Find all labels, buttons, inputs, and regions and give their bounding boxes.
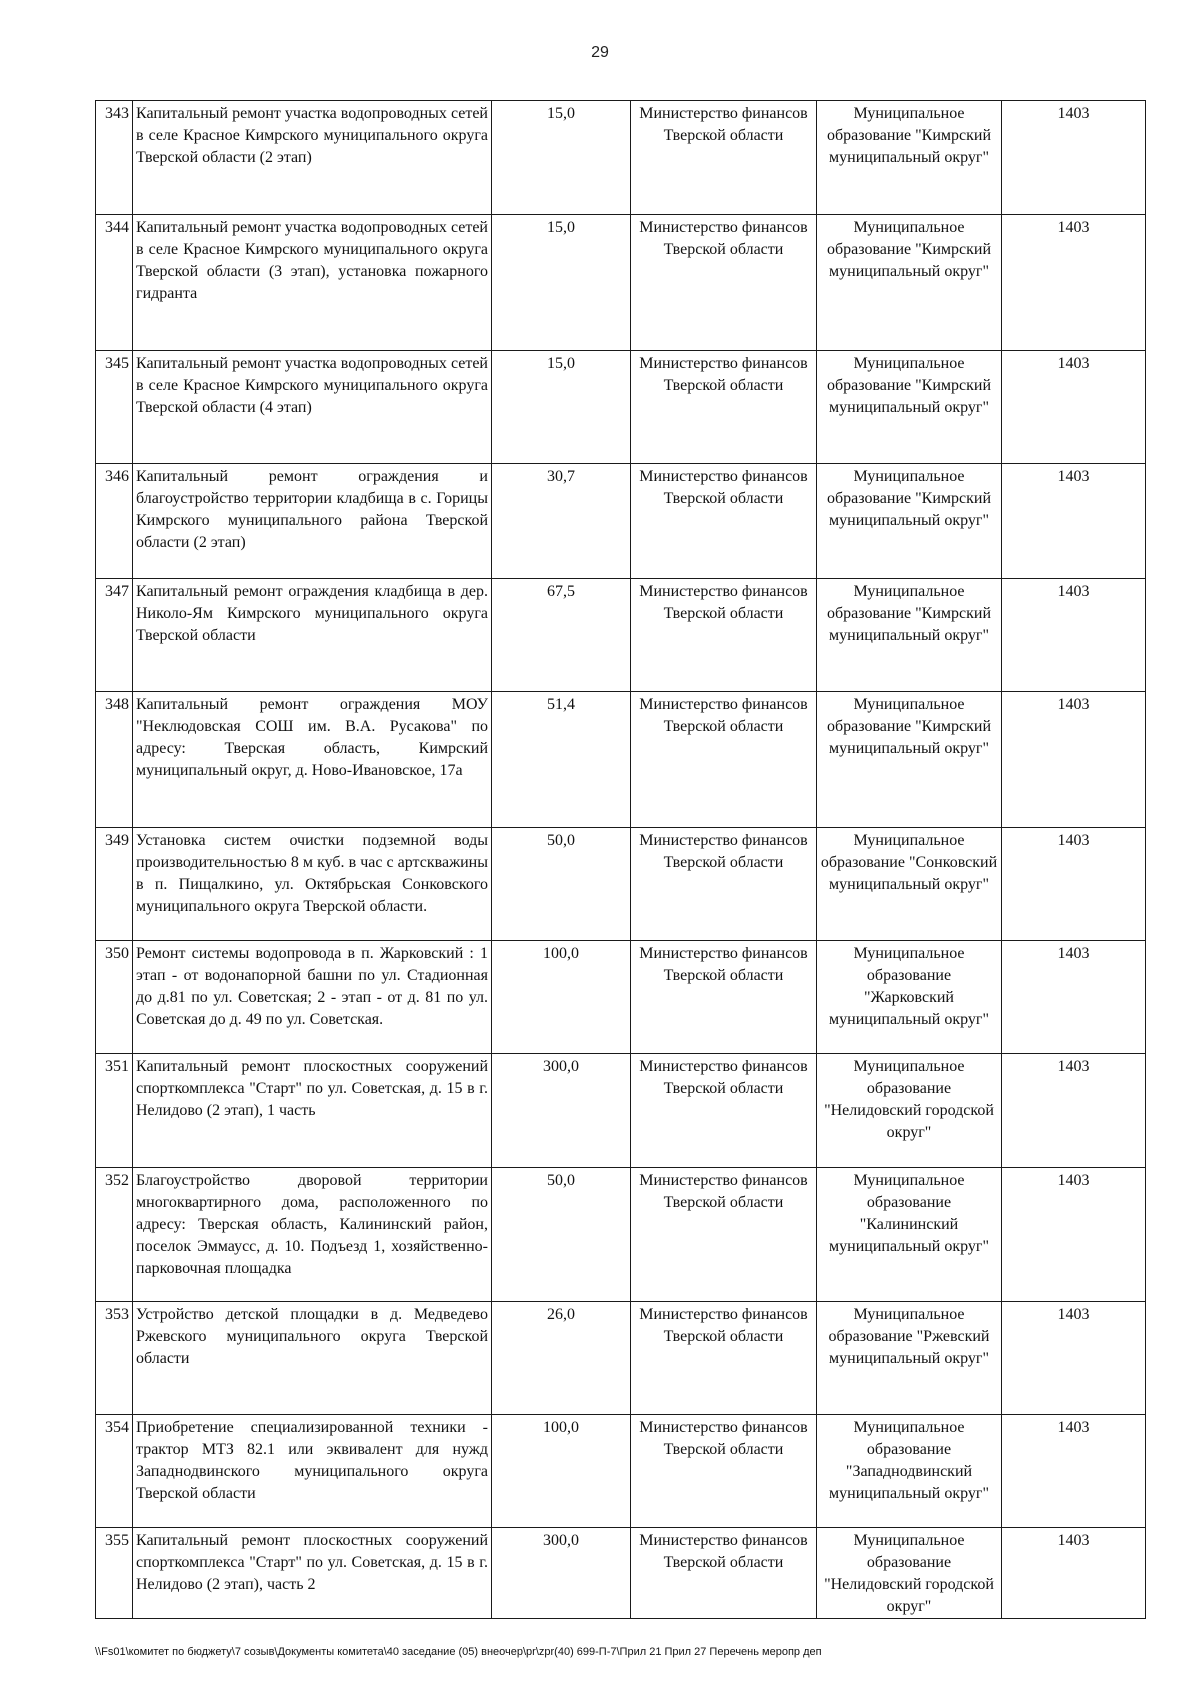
table-row [96,1415,1146,1528]
row-number: 350 [96,941,133,1054]
row-number: 347 [96,579,133,692]
row-code: 1403 [1002,101,1146,215]
row-number: 343 [96,101,133,215]
row-recipient: Муниципальное образование "Западнодвинский муниципальный округ" [817,1415,1002,1528]
row-recipient: Муниципальное образование "Кимрский муниципальный округ" [817,351,1002,464]
row-recipient: Муниципальное образование "Ржевский муниципальный округ" [817,1302,1002,1415]
row-amount: 300,0 [492,1054,631,1168]
row-administrator: Министерство финансов Тверской области [631,692,817,828]
row-administrator: Министерство финансов Тверской области [631,215,817,351]
table-row [96,101,1146,215]
row-amount: 30,7 [492,464,631,579]
row-number: 352 [96,1168,133,1302]
row-description: Капитальный ремонт ограждения МОУ "Неклюдовская СОШ им. В.А. Русакова" по адресу: Тверская область, Кимрский муниципальный округ, д. Ново-Ивановское, 17а [133,692,492,828]
row-administrator: Министерство финансов Тверской области [631,941,817,1054]
row-description: Установка систем очистки подземной воды производительностью 8 м куб. в час с артскважины в п. Пищалкино, ул. Октябрьская Сонковского муниципального округа Тверской области. [133,828,492,941]
table-row [96,579,1146,692]
row-amount: 100,0 [492,1415,631,1528]
row-administrator: Министерство финансов Тверской области [631,828,817,941]
row-code: 1403 [1002,1415,1146,1528]
row-recipient: Муниципальное образование "Кимрский муниципальный округ" [817,579,1002,692]
row-recipient: Муниципальное образование "Кимрский муниципальный округ" [817,464,1002,579]
row-description: Ремонт системы водопровода в п. Жарковский : 1 этап - от водонапорной башни по ул. Стадионная до д.81 по ул. Советская; 2 - этап - от д. 81 по ул. Советская до д. 49 по ул. Советская. [133,941,492,1054]
table-row [96,692,1146,828]
table-row [96,828,1146,941]
row-recipient: Муниципальное образование "Жарковский муниципальный округ" [817,941,1002,1054]
table-row [96,215,1146,351]
measures-table [95,100,1146,1619]
table-row [96,464,1146,579]
row-description: Капитальный ремонт участка водопроводных сетей в селе Красное Кимрского муниципального округа Тверской области (4 этап) [133,351,492,464]
row-code: 1403 [1002,1168,1146,1302]
row-number: 355 [96,1528,133,1619]
row-description: Капитальный ремонт ограждения и благоустройство территории кладбища в с. Горицы Кимрского муниципального района Тверской области (2 этап) [133,464,492,579]
row-administrator: Министерство финансов Тверской области [631,1302,817,1415]
row-description: Благоустройство дворовой территории многоквартирного дома, расположенного по адресу: Тверская область, Калининский район, поселок Эммаусс, д. 10. Подъезд 1, хозяйственно-парковочная площадка [133,1168,492,1302]
row-number: 353 [96,1302,133,1415]
table-row [96,1168,1146,1302]
row-description: Устройство детской площадки в д. Медведево Ржевского муниципального округа Тверской области [133,1302,492,1415]
row-recipient: Муниципальное образование "Нелидовский городской округ" [817,1054,1002,1168]
row-number: 349 [96,828,133,941]
row-recipient: Муниципальное образование "Калининский муниципальный округ" [817,1168,1002,1302]
row-amount: 100,0 [492,941,631,1054]
row-code: 1403 [1002,579,1146,692]
row-amount: 15,0 [492,101,631,215]
footer-file-path: \\Fs01\комитет по бюджету\7 созыв\Документы комитета\40 заседание (05) внеочер\pr\zpr(40) 699-П-7\Прил 21 Прил 27 Перечень меропр деп [95,1646,822,1658]
row-code: 1403 [1002,215,1146,351]
row-recipient: Муниципальное образование "Нелидовский городской округ" [817,1528,1002,1619]
row-amount: 50,0 [492,828,631,941]
row-description: Капитальный ремонт ограждения кладбища в дер. Николо-Ям Кимрского муниципального округа Тверской области [133,579,492,692]
row-administrator: Министерство финансов Тверской области [631,464,817,579]
row-description: Приобретение специализированной техники - трактор МТЗ 82.1 или эквивалент для нужд Западнодвинского муниципального округа Тверской области [133,1415,492,1528]
row-code: 1403 [1002,828,1146,941]
table-row [96,351,1146,464]
row-number: 351 [96,1054,133,1168]
row-recipient: Муниципальное образование "Сонковский муниципальный округ" [817,828,1002,941]
row-code: 1403 [1002,941,1146,1054]
row-administrator: Министерство финансов Тверской области [631,1168,817,1302]
page-number: 29 [591,44,609,61]
row-number: 346 [96,464,133,579]
row-description: Капитальный ремонт участка водопроводных сетей в селе Красное Кимрского муниципального округа Тверской области (3 этап), установка пожарного гидранта [133,215,492,351]
row-amount: 26,0 [492,1302,631,1415]
row-administrator: Министерство финансов Тверской области [631,1054,817,1168]
row-recipient: Муниципальное образование "Кимрский муниципальный округ" [817,692,1002,828]
row-administrator: Министерство финансов Тверской области [631,351,817,464]
row-administrator: Министерство финансов Тверской области [631,101,817,215]
row-code: 1403 [1002,351,1146,464]
table-row [96,1528,1146,1619]
row-number: 344 [96,215,133,351]
row-code: 1403 [1002,1528,1146,1619]
row-description: Капитальный ремонт участка водопроводных сетей в селе Красное Кимрского муниципального округа Тверской области (2 этап) [133,101,492,215]
row-amount: 300,0 [492,1528,631,1619]
row-administrator: Министерство финансов Тверской области [631,579,817,692]
row-number: 354 [96,1415,133,1528]
row-amount: 15,0 [492,215,631,351]
row-code: 1403 [1002,1054,1146,1168]
row-amount: 67,5 [492,579,631,692]
table-row [96,941,1146,1054]
row-code: 1403 [1002,1302,1146,1415]
row-recipient: Муниципальное образование "Кимрский муниципальный округ" [817,101,1002,215]
row-code: 1403 [1002,692,1146,828]
row-description: Капитальный ремонт плоскостных сооружений спорткомплекса "Старт" по ул. Советская, д. 15 в г. Нелидово (2 этап), часть 2 [133,1528,492,1619]
row-code: 1403 [1002,464,1146,579]
table-row [96,1302,1146,1415]
row-description: Капитальный ремонт плоскостных сооружений спорткомплекса "Старт" по ул. Советская, д. 15 в г. Нелидово (2 этап), 1 часть [133,1054,492,1168]
row-number: 348 [96,692,133,828]
row-number: 345 [96,351,133,464]
table-row [96,1054,1146,1168]
row-administrator: Министерство финансов Тверской области [631,1415,817,1528]
row-recipient: Муниципальное образование "Кимрский муниципальный округ" [817,215,1002,351]
row-amount: 15,0 [492,351,631,464]
row-administrator: Министерство финансов Тверской области [631,1528,817,1619]
row-amount: 50,0 [492,1168,631,1302]
row-amount: 51,4 [492,692,631,828]
